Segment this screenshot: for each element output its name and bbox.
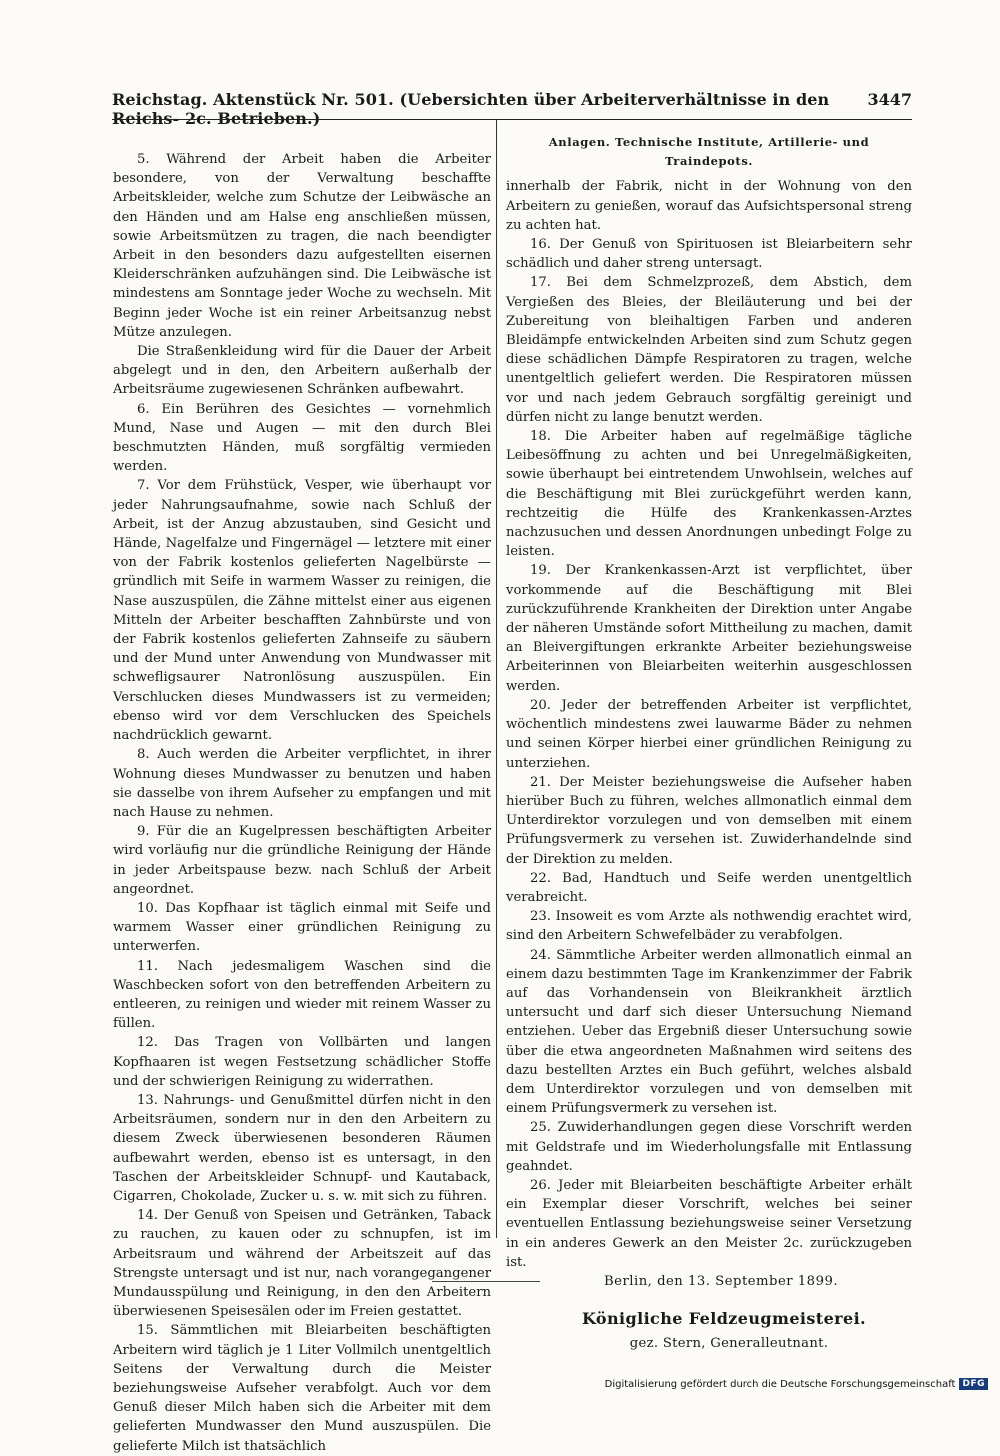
paragraph-25: 25. Zuwiderhandlungen gegen diese Vorschrift werden mit Geldstrafe und im Wiederholungsfalle mit Entlassung geahndet. [506, 1120, 912, 1174]
footer-rule [432, 1281, 540, 1282]
paragraph-9: 9. Für die an Kugelpressen beschäftigten Arbeiter wird vorläufig nur die gründliche Reinigung der Hände in jeder Arbeitspause bezw. nach Schluß der Arbeit angeordnet. [113, 824, 491, 897]
paragraph-22: 22. Bad, Handtuch und Seife werden unentgeltlich verabreicht. [506, 870, 912, 905]
place-date: Berlin, den 13. September 1899. [603, 1273, 839, 1289]
left-column [113, 150, 491, 1456]
column-divider [496, 120, 497, 1238]
paragraph-19: 19. Der Krankenkassen-Arzt ist verpflichtet, über vorkommende auf die Beschäftigung mit Blei zurückzuführende Krankheiten der Direktion unter Angabe der näheren Umstände sofort Mittheilung zu machen, damit an Bleivergiftungen erkrankte Arbeiter beziehungsweise Arbeiterinnen von Bleiarbeiten weiterhin ausgeschlossen werden. [506, 563, 912, 694]
paragraph-16: 16. Der Genuß von Spirituosen ist Bleiarbeitern sehr schädlich und daher streng untersagt. [506, 237, 912, 272]
paragraph-11: 11. Nach jedesmaligem Waschen sind die Waschbecken sofort von den betreffenden Arbeitern zu entleeren, zu reinigen und wieder mit reinem Wasser zu füllen. [113, 958, 491, 1032]
paragraph-14: 14. Der Genuß von Speisen und Getränken, Taback zu rauchen, zu kauen oder zu schnupfen, ist im Arbeitsraum und während der Arbeitszeit auf das Strengste untersagt und ist nur, nach vorangegangener Mundausspülung und Reinigung, in den den Arbeitern überwiesenen Speisesälen oder im Freien gestattet. [113, 1208, 491, 1320]
paragraph-21: 21. Der Meister beziehungsweise die Aufseher haben hierüber Buch zu führen, welches allmonatlich einmal dem Unterdirektor vorzulegen und von demselben mit einem Prüfungsvermerk zu versehen ist. Zuwiderhandelnde sind der Direktion zu melden. [506, 774, 912, 867]
paragraph-12: 12. Das Tragen von Vollbärten und langen Kopfhaaren ist wegen Festsetzung schädlicher Stoffe und der schwierigen Reinigung zu widerrathen. [113, 1035, 491, 1089]
paragraph-5-continued: Die Straßenkleidung wird für die Dauer der Arbeit abgelegt und in den, den Arbeitern außerhalb der Arbeitsräume zugewiesenen Schränken aufbewahrt. [113, 344, 491, 398]
header-rule [112, 119, 912, 120]
paragraph-7: 7. Vor dem Frühstück, Vesper, wie überhaupt vor jeder Nahrungsaufnahme, sowie nach Schluß der Arbeit, ist der Anzug abzustauben, sind Gesicht und Hände, Nagelfalze und Fingernägel — letztere mit einer von der Fabrik kostenlos gelieferten Nagelbürste — gründlich mit Seife in warmem Wasser zu reinigen, die Nase auszuspülen, die Zähne mittelst einer aus eigenen Mitteln der Arbeiter beschafften Zahnbürste und von der Fabrik kostenlos gelieferten Zahnseife zu säubern und der Mund unter Anwendung von Mundwasser mit schwefligsaurer Natronlösung auszuspülen. Ein Verschlucken dieses Mundwassers ist zu vermeiden; ebenso wird vor dem Verschlucken des Speichels nachdrücklich gewarnt. [113, 478, 491, 744]
right-column [506, 133, 912, 1354]
paragraph-26: 26. Jeder mit Bleiarbeiten beschäftigte Arbeiter erhält ein Exemplar dieser Vorschrift, welches bei seiner eventuellen Entlassung beziehungsweise seiner Versetzung in ein anderes Gewerk an den Meister 2c. zurückzugeben ist. [506, 1177, 912, 1270]
paragraph-15-continued: innerhalb der Fabrik, nicht in der Wohnung von den Arbeitern zu genießen, worauf das Aufsichtspersonal streng zu achten hat. [506, 179, 912, 233]
page-number: 3447 [867, 90, 912, 109]
paragraph-15: 15. Sämmtlichen mit Bleiarbeiten beschäftigten Arbeitern wird täglich je 1 Liter Vollmilch unentgeltlich Seitens der Verwaltung durch die Meister beziehungsweise Aufseher verabfolgt. Auch vor dem Genuß dieser Milch haben sich die Arbeiter mit dem gelieferten Mundwasser den Mund auszuspülen. Die gelieferte Milch ist thatsächlich [113, 1323, 491, 1454]
page-header [112, 90, 912, 128]
credit-text: Digitalisierung gefördert durch die Deutsche Forschungsgemeinschaft [604, 1378, 956, 1390]
paragraph-20: 20. Jeder der betreffenden Arbeiter ist verpflichtet, wöchentlich mindestens zwei lauwarme Bäder zu nehmen und seinen Körper hierbei einer gründlichen Reinigung zu unterziehen. [506, 697, 912, 771]
dfg-logo-icon: DFG [959, 1378, 988, 1390]
paragraph-17: 17. Bei dem Schmelzprozeß, dem Abstich, dem Vergießen des Bleies, der Bleiläuterung und bei der Zubereitung von bleihaltigen Farben und anderen Bleidämpfe entwickelnden Arbeiten sind zum Schutz gegen diese schädlichen Dämpfe Respiratoren zu tragen, welche unentgeltlich geliefert werden. Die Respiratoren müssen vor und nach jedem Gebrauch sorgfältig gereinigt und dürfen nicht zu lange benutzt werden. [506, 275, 912, 425]
section-heading: Anlagen. Technische Institute, Artillerie- und Traindepots. [548, 135, 870, 169]
signature-line: gez. Stern, Generalleutnant. [629, 1336, 829, 1352]
paragraph-8: 8. Auch werden die Arbeiter verpflichtet, in ihrer Wohnung dieses Mundwasser zu benutzen und haben sie dasselbe von ihrem Aufseher zu empfangen und mit nach Hause zu nehmen. [113, 747, 491, 820]
paragraph-10: 10. Das Kopfhaar ist täglich einmal mit Seife und warmem Wasser einer gründlichen Reinigung zu unterwerfen. [113, 900, 491, 955]
signing-authority: Königliche Feldzeugmeisterei. [581, 1309, 867, 1329]
paragraph-18: 18. Die Arbeiter haben auf regelmäßige tägliche Leibesöffnung zu achten und bei Unregelmäßigkeiten, sowie überhaupt bei eintretendem Unwohlsein, welches auf die Beschäftigung mit Blei zurückgeführt werden kann, rechtzeitig die Hülfe des Krankenkassen-Arztes nachzusuchen und dessen Anordnungen unbedingt Folge zu leisten. [506, 429, 912, 560]
paragraph-23: 23. Insoweit es vom Arzte als nothwendig erachtet wird, sind den Arbeitern Schwefelbäder zu verabfolgen. [506, 909, 912, 944]
paragraph-13: 13. Nahrungs- und Genußmittel dürfen nicht in den Arbeitsräumen, sondern nur in den den Arbeitern zu diesem Zweck überwiesenen besonderen Räumen aufbewahrt werden, ebenso ist es untersagt, in den Taschen der Arbeitskleider Schnupf- und Kautaback, Cigarren, Chokolade, Zucker u. s. w. mit sich zu führen. [113, 1092, 491, 1204]
digitization-credit [605, 1378, 988, 1390]
header-title: Reichstag. Aktenstück Nr. 501. (Uebersichten über Arbeiterverhältnisse in den Reichs- 2c. Betrieben.) [112, 90, 830, 128]
paragraph-5: 5. Während der Arbeit haben die Arbeiter besondere, von der Verwaltung beschaffte Arbeitskleider, welche zum Schutze der Leibwäsche an den Händen und am Halse eng anschließen müssen, sowie Arbeitsmützen zu tragen, die nach beendigter Arbeit in den besonders dazu aufgestellten eisernen Kleiderschränken aufzuhängen sind. Die Leibwäsche ist mindestens am Sonntage jeder Woche zu wechseln. Mit Beginn jeder Woche ist ein reiner Arbeitsanzug nebst Mütze anzulegen. [113, 152, 491, 340]
paragraph-24: 24. Sämmtliche Arbeiter werden allmonatlich einmal an einem dazu bestimmten Tage im Krankenzimmer der Fabrik auf das Vorhandensein von Bleikrankheit ärztlich untersucht und darf sich dieser Untersuchung Niemand entziehen. Ueber das Ergebniß dieser Untersuchung sowie über die etwa angeordneten Maßnahmen wird seitens des dazu bestellten Arztes ein Buch geführt, welches alsbald dem Unterdirektor vorzulegen und von demselben mit einem Prüfungsvermerk zu versehen ist. [506, 947, 912, 1117]
paragraph-6: 6. Ein Berühren des Gesichtes — vornehmlich Mund, Nase und Augen — mit den durch Blei beschmutzten Händen, muß sorgfältig vermieden werden. [113, 401, 491, 475]
